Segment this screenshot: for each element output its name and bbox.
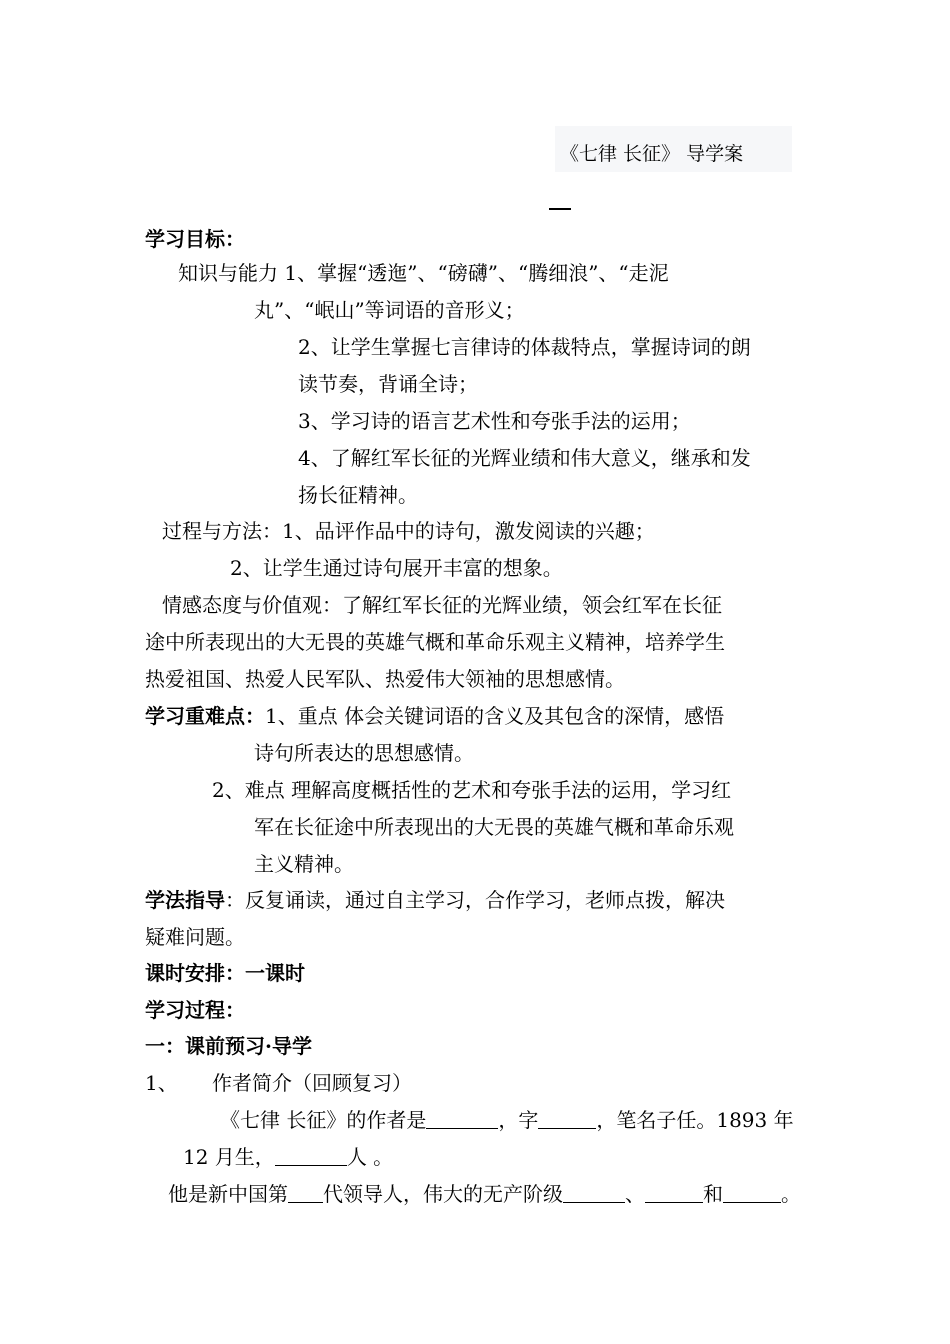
keypoint-2-line-3: 主义精神。 bbox=[254, 852, 354, 876]
fill-text-c1: 他是新中国第 bbox=[168, 1182, 288, 1206]
item-1-number: 1、 bbox=[145, 1071, 178, 1095]
fill-line-1 bbox=[220, 1107, 794, 1133]
emotion-values-line-1: 情感态度与价值观：了解红军长征的光辉业绩，领会红军在长征 bbox=[162, 593, 722, 617]
method-line-1 bbox=[145, 887, 725, 913]
knowledge-item-2-line-2: 读节奏，背诵全诗； bbox=[298, 372, 478, 396]
knowledge-item-4-line-2: 扬长征精神。 bbox=[298, 483, 418, 507]
fill-text-c5: 。 bbox=[781, 1182, 801, 1206]
keypoint-2-line-1: 2、难点 理解高度概括性的艺术和夸张手法的运用，学习红 bbox=[212, 778, 732, 802]
method-text-1: ：反复诵读，通过自主学习，合作学习，老师点拨，解决 bbox=[225, 888, 725, 912]
goals-heading: 学习目标： bbox=[145, 227, 245, 251]
method-heading: 学法指导 bbox=[145, 888, 225, 912]
item-1-label: 作者简介（回顾复习） bbox=[212, 1071, 412, 1095]
knowledge-item-4-line-1: 4、了解红军长征的光辉业绩和伟大意义，继承和发 bbox=[298, 446, 751, 470]
fill-text-c3: 、 bbox=[625, 1182, 645, 1206]
author-name-blank[interactable] bbox=[426, 1108, 498, 1129]
knowledge-item-3: 3、学习诗的语言艺术性和夸张手法的运用； bbox=[298, 409, 691, 433]
process-method-line-1: 过程与方法：1、品评作品中的诗句，激发阅读的兴趣； bbox=[162, 519, 655, 543]
fill-text-c2: 代领导人，伟大的无产阶级 bbox=[323, 1182, 563, 1206]
section-1-heading: 一：课前预习·导学 bbox=[145, 1034, 312, 1058]
page-title: 《七律 长征》 导学案 bbox=[560, 143, 744, 165]
fill-line-3 bbox=[168, 1181, 801, 1207]
emotion-values-line-3: 热爱祖国、热爱人民军队、热爱伟大领袖的思想感情。 bbox=[145, 667, 625, 691]
keypoints-line-1 bbox=[145, 703, 724, 729]
fill-text-b2: 人 。 bbox=[346, 1145, 394, 1169]
role-blank-3[interactable] bbox=[723, 1182, 781, 1203]
keypoint-2-line-2: 军在长征途中所表现出的大无畏的英雄气概和革命乐观 bbox=[254, 815, 734, 839]
keypoint-1-line-1: 1、重点 体会关键词语的含义及其包含的深情，感悟 bbox=[265, 704, 725, 728]
generation-blank[interactable] bbox=[288, 1182, 323, 1203]
keypoint-1-line-2: 诗句所表达的思想感情。 bbox=[254, 741, 474, 765]
emotion-values-line-2: 途中所表现出的大无畏的英雄气概和革命乐观主义精神，培养学生 bbox=[145, 630, 725, 654]
knowledge-ability-line-2: 丸”、“岷山”等词语的音形义； bbox=[254, 298, 525, 322]
method-line-2: 疑难问题。 bbox=[145, 925, 245, 949]
fill-text-a1: 《七律 长征》的作者是 bbox=[220, 1108, 427, 1132]
knowledge-ability-line-1: 知识与能力 1、掌握“透迤”、“磅礴”、“腾细浪”、“走泥 bbox=[178, 261, 669, 285]
process-method-line-2: 2、让学生通过诗句展开丰富的想象。 bbox=[230, 556, 563, 580]
courtesy-name-blank[interactable] bbox=[538, 1108, 596, 1129]
fill-text-c4: 和 bbox=[703, 1182, 723, 1206]
keypoints-heading: 学习重难点： bbox=[145, 704, 265, 728]
fill-text-a2: ，字 bbox=[498, 1108, 539, 1132]
title-dash-divider bbox=[549, 208, 571, 210]
role-blank-2[interactable] bbox=[645, 1182, 703, 1203]
fill-text-b1: 12 月生， bbox=[183, 1145, 275, 1169]
process-heading: 学习过程： bbox=[145, 998, 245, 1022]
role-blank-1[interactable] bbox=[563, 1182, 625, 1203]
fill-line-2 bbox=[183, 1144, 393, 1170]
birthplace-blank[interactable] bbox=[275, 1145, 347, 1166]
fill-text-a3: ，笔名子任。1893 年 bbox=[596, 1108, 794, 1132]
schedule-line: 课时安排：一课时 bbox=[145, 961, 305, 985]
knowledge-item-2-line-1: 2、让学生掌握七言律诗的体裁特点，掌握诗词的朗 bbox=[298, 335, 751, 359]
